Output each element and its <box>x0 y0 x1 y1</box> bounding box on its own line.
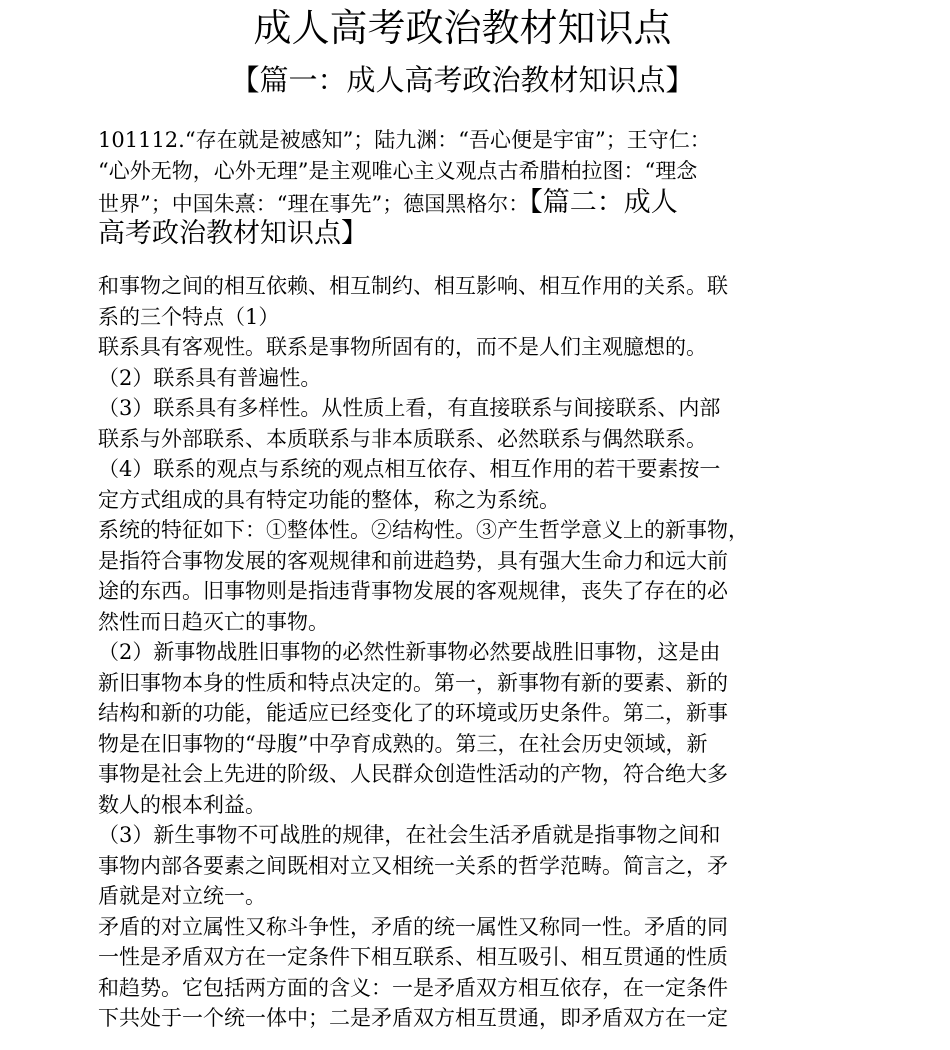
body-line: 和事物之间的相互依赖、相互制约、相互影响、相互作用的关系。联 <box>98 274 728 298</box>
body-line: 联系与外部联系、本质联系与非本质联系、必然联系与偶然联系。 <box>98 426 707 451</box>
document-title: 成人高考政治教材知识点 <box>253 6 672 50</box>
body-line: 数人的根本利益。 <box>98 792 266 817</box>
body-line: 结构和新的功能，能适应已经变化了的环境或历史条件。第二，新事 <box>98 701 728 725</box>
body-line: 系统的特征如下：①整体性。②结构性。③产生哲学意义上的新事物， <box>98 518 749 542</box>
body-line: 然性而日趋灭亡的事物。 <box>98 609 329 634</box>
body-line: 一性是矛盾双方在一定条件下相互联系、相互吸引、相互贯通的性质 <box>98 945 728 969</box>
section-heading-2-end: 高考政治教材知识点】 <box>98 218 368 249</box>
section-heading-2-start: 【篇二：成人 <box>529 187 678 218</box>
body-line: 途的东西。旧事物则是指违背事物发展的客观规律，丧失了存在的必 <box>98 579 728 603</box>
body-line: 事物是社会上先进的阶级、人民群众创造性活动的产物，符合绝大多 <box>98 762 728 786</box>
body-line: （4）联系的观点与系统的观点相互依存、相互作用的若干要素按一 <box>98 457 721 481</box>
body-line: 新旧事物本身的性质和特点决定的。第一，新事物有新的要素、新的 <box>98 670 728 695</box>
intro-line: “心外无物，心外无理”是主观唯心主义观点古希腊柏拉图：“理念 <box>98 159 698 183</box>
body-paragraphs <box>98 271 823 1034</box>
body-line: （2）联系具有普遍性。 <box>98 365 322 390</box>
body-line: 系的三个特点（1） <box>98 304 280 329</box>
body-line: 定方式组成的具有特定功能的整体，称之为系统。 <box>98 487 560 512</box>
body-line: 物是在旧事物的“母腹”中孕育成熟的。第三，在社会历史领域，新 <box>98 731 708 756</box>
body-line: 盾就是对立统一。 <box>98 884 266 908</box>
intro-line-with-heading <box>98 187 823 218</box>
body-line: 和趋势。它包括两方面的含义：一是矛盾双方相互依存，在一定条件 <box>98 975 728 1000</box>
intro-line-text: 世界”；中国朱熹：“理在事先”；德国黑格尔： <box>98 192 530 216</box>
body-line: （3）联系具有多样性。从性质上看，有直接联系与间接联系、内部 <box>98 396 721 420</box>
body-line: 事物内部各要素之间既相对立又相统一关系的哲学范畴。简言之，矛 <box>98 853 728 878</box>
intro-paragraph <box>98 125 823 250</box>
body-line: 是指符合事物发展的客观规律和前进趋势，具有强大生命力和远大前 <box>98 548 728 573</box>
intro-line: 101112.“存在就是被感知”；陆九渊：“吾心便是宇宙”；王守仁： <box>98 128 711 152</box>
body-line: （2）新事物战胜旧事物的必然性新事物必然要战胜旧事物，这是由 <box>98 640 721 664</box>
body-line: （3）新生事物不可战胜的规律，在社会生活矛盾就是指事物之间和 <box>98 823 721 847</box>
body-line: 下共处于一个统一体中；二是矛盾双方相互贯通，即矛盾双方在一定 <box>98 1006 728 1030</box>
body-line: 联系具有客观性。联系是事物所固有的，而不是人们主观臆想的。 <box>98 335 707 359</box>
section-heading-1: 【篇一：成人高考政治教材知识点】 <box>230 63 695 97</box>
body-line: 矛盾的对立属性又称斗争性，矛盾的统一属性又称同一性。矛盾的同 <box>98 914 728 939</box>
